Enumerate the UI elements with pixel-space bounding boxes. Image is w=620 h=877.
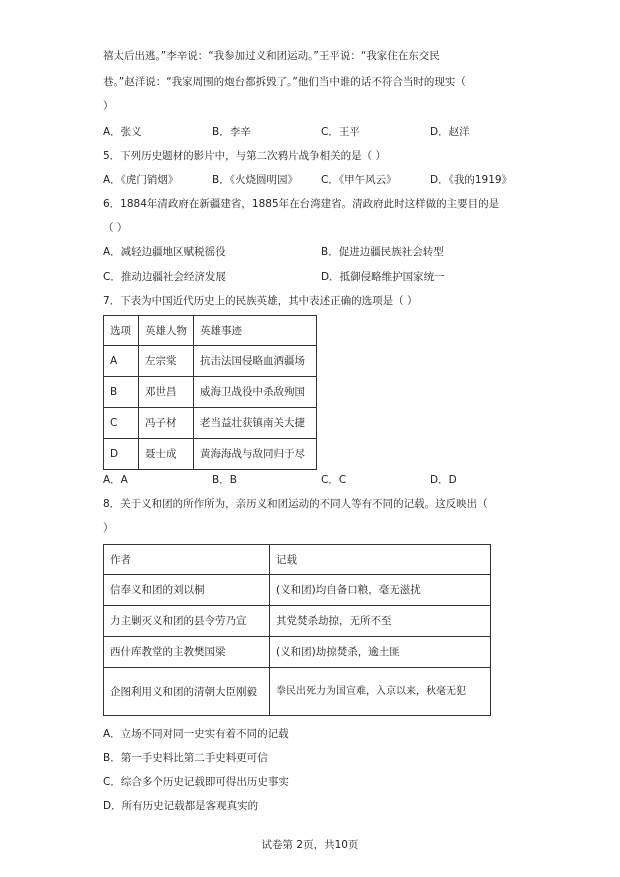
table-row xyxy=(104,575,491,606)
table-cell: 聂士成 xyxy=(139,439,194,470)
table-cell: 威海卫战役中杀敌殉国 xyxy=(194,377,317,408)
q7-option-b[interactable]: B．B xyxy=(212,474,237,486)
table-cell: 信奉义和团的刘以桐 xyxy=(104,575,270,606)
table-cell: (义和团)均自备口粮，毫无滋扰 xyxy=(270,575,491,606)
table-row xyxy=(104,439,317,470)
table-cell: 拳民出死力为国宣难，入京以来，秋毫无犯 xyxy=(270,668,491,716)
table-row xyxy=(104,408,317,439)
q8-stem-line2: ） xyxy=(103,522,114,534)
q4-stem-line1: 禧太后出逃。”李辛说：“我参加过义和团运动。”王平说：“我家住在东交民 xyxy=(103,50,440,62)
q6-option-d[interactable]: D．抵御侵略维护国家统一 xyxy=(321,271,445,283)
q4-option-c[interactable]: C．王平 xyxy=(321,126,360,138)
q4-stem-line2: 巷。”赵洋说：“我家周围的炮台都拆毁了。”他们当中谁的话不符合当时的现实（ xyxy=(103,76,466,88)
q8-option-d[interactable]: D．所有历史记载都是客观真实的 xyxy=(103,800,259,812)
q6-option-b[interactable]: B．促进边疆民族社会转型 xyxy=(321,246,444,258)
table-cell: 左宗棠 xyxy=(139,346,194,377)
table-row xyxy=(104,377,317,408)
q8-table-header xyxy=(104,545,491,575)
table-cell: 西什库教堂的主教樊国梁 xyxy=(104,637,270,668)
q8-option-a[interactable]: A．立场不同对同一史实有着不同的记载 xyxy=(103,728,289,740)
table-row xyxy=(104,346,317,377)
q7-header-option: 选项 xyxy=(104,316,139,346)
q8-header-record: 记载 xyxy=(270,545,491,575)
q8-table xyxy=(103,544,491,716)
q7-header-deed: 英雄事迹 xyxy=(194,316,317,346)
q4-option-d[interactable]: D．赵洋 xyxy=(430,126,470,138)
q5-option-a[interactable]: A．《虎门销烟》 xyxy=(103,174,179,186)
table-cell: 企图利用义和团的清朝大臣刚毅 xyxy=(104,668,270,716)
q7-option-a[interactable]: A．A xyxy=(103,474,128,486)
table-cell: 黄海海战与敌同归于尽 xyxy=(194,439,317,470)
q6-option-a[interactable]: A．减轻边疆地区赋税徭役 xyxy=(103,246,226,258)
q8-header-author: 作者 xyxy=(104,545,270,575)
table-cell: 邓世昌 xyxy=(139,377,194,408)
q4-option-b[interactable]: B．李辛 xyxy=(212,126,251,138)
q7-header-hero: 英雄人物 xyxy=(139,316,194,346)
table-cell: C xyxy=(104,408,139,439)
q5-option-d[interactable]: D．《我的1919》 xyxy=(430,174,513,186)
table-cell: 冯子材 xyxy=(139,408,194,439)
q7-table-header xyxy=(104,316,317,346)
table-cell: B xyxy=(104,377,139,408)
q5-option-c[interactable]: C．《甲午风云》 xyxy=(321,174,397,186)
table-row xyxy=(104,637,491,668)
q6-stem-line1: 6．1884年清政府在新疆建省，1885年在台湾建省。清政府此时这样做的主要目的是 xyxy=(103,198,500,210)
table-cell: 抗击法国侵略血洒疆场 xyxy=(194,346,317,377)
table-row xyxy=(104,668,491,716)
q8-option-c[interactable]: C．综合多个历史记载即可得出历史事实 xyxy=(103,776,289,788)
q7-stem: 7．下表为中国近代历史上的民族英雄，其中表述正确的选项是（ ） xyxy=(103,295,418,307)
q4-stem-line3: ） xyxy=(103,100,114,112)
q7-table xyxy=(103,315,317,470)
table-cell: A xyxy=(104,346,139,377)
q4-option-a[interactable]: A．张义 xyxy=(103,126,142,138)
q6-option-c[interactable]: C．推动边疆社会经济发展 xyxy=(103,271,226,283)
q6-stem-line2: （ ） xyxy=(103,222,128,234)
table-cell: 其党焚杀劫掠，无所不至 xyxy=(270,606,491,637)
table-cell: D xyxy=(104,439,139,470)
q7-option-c[interactable]: C．C xyxy=(321,474,347,486)
q8-option-b[interactable]: B．第一手史料比第二手史料更可信 xyxy=(103,752,268,764)
q5-option-b[interactable]: B．《火烧圆明园》 xyxy=(212,174,298,186)
table-cell: 力主剿灭义和团的县令劳乃宣 xyxy=(104,606,270,637)
table-cell: (义和团)劫掠焚杀，逾土匪 xyxy=(270,637,491,668)
q8-stem-line1: 8．关于义和团的所作所为，亲历义和团运动的不同人等有不同的记载。这反映出（ xyxy=(103,498,488,510)
table-row xyxy=(104,606,491,637)
page-footer: 试卷第 2页，共10页 xyxy=(261,839,359,851)
q7-option-d[interactable]: D．D xyxy=(430,474,457,486)
q5-stem: 5．下列历史题材的影片中，与第二次鸦片战争相关的是（ ） xyxy=(103,150,387,162)
table-cell: 老当益壮获镇南关大捷 xyxy=(194,408,317,439)
